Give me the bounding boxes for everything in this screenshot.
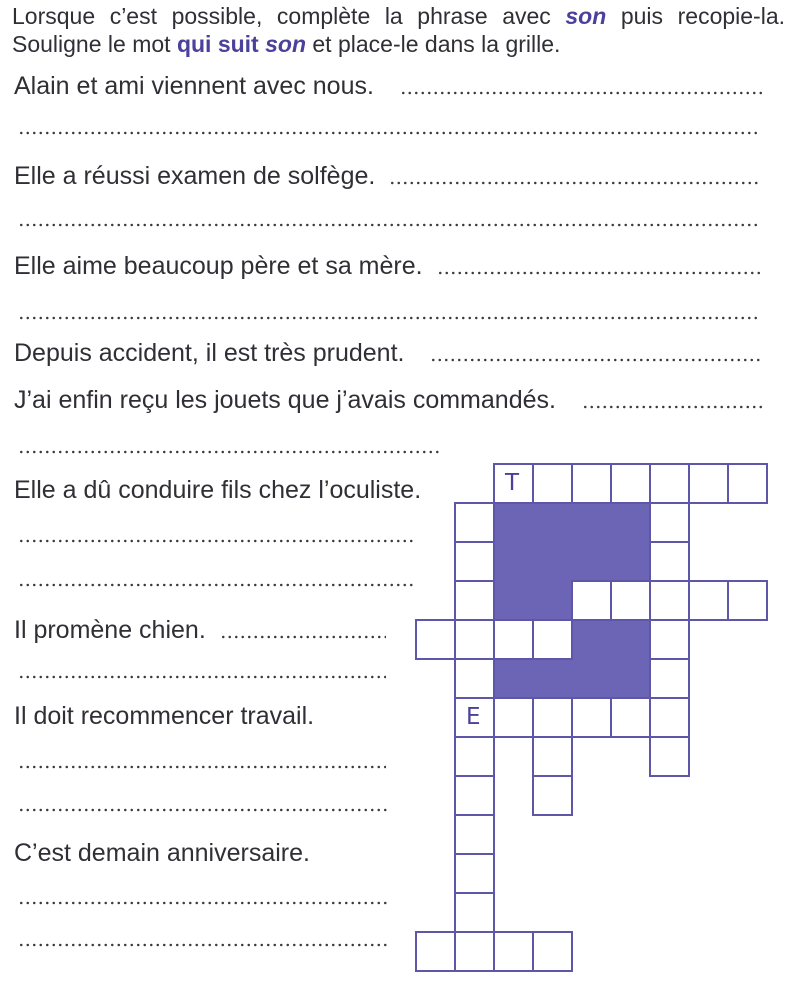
crossword-cell bbox=[571, 697, 612, 738]
instruction-text: puis recopie-la. bbox=[620, 3, 785, 29]
crossword-cell bbox=[454, 775, 495, 816]
crossword-cell bbox=[649, 541, 690, 582]
highlight-qui-suit: qui suit bbox=[176, 31, 259, 57]
crossword-shaded-cell bbox=[493, 541, 534, 582]
instruction-text: et place-le dans la grille. bbox=[312, 31, 561, 57]
crossword-cell bbox=[688, 463, 729, 504]
crossword-shaded-cell bbox=[532, 541, 573, 582]
crossword-cell bbox=[493, 619, 534, 660]
crossword-shaded-cell bbox=[610, 502, 651, 543]
crossword-cell bbox=[649, 658, 690, 699]
crossword-cell bbox=[649, 580, 690, 621]
crossword-shaded-cell bbox=[532, 502, 573, 543]
exercise-sentence: Il promène chien. bbox=[14, 616, 206, 644]
crossword-cell bbox=[454, 892, 495, 933]
crossword-cell bbox=[649, 736, 690, 777]
crossword-shaded-cell bbox=[571, 541, 612, 582]
crossword-shaded-cell bbox=[493, 580, 534, 621]
exercise-sentence: Elle a réussi examen de solfège. bbox=[14, 162, 376, 190]
crossword-cell bbox=[532, 736, 573, 777]
crossword-cell bbox=[610, 580, 651, 621]
crossword-cell bbox=[454, 853, 495, 894]
crossword-cell bbox=[415, 931, 456, 972]
exercise-sentence: Alain et ami viennent avec nous. bbox=[14, 72, 374, 100]
crossword-cell bbox=[610, 463, 651, 504]
crossword-shaded-cell bbox=[571, 658, 612, 699]
crossword-shaded-cell bbox=[532, 658, 573, 699]
crossword-cell bbox=[454, 658, 495, 699]
crossword-cell bbox=[454, 580, 495, 621]
crossword-shaded-cell bbox=[571, 619, 612, 660]
exercise-sentence: Elle a dû conduire fils chez l’oculiste. bbox=[14, 476, 422, 504]
instruction-text: Lorsque c’est possible, complète la phrase avec bbox=[12, 3, 551, 29]
crossword-shaded-cell bbox=[610, 619, 651, 660]
keyword-son: son bbox=[565, 3, 607, 29]
crossword-cell bbox=[688, 580, 729, 621]
crossword-cell bbox=[454, 814, 495, 855]
crossword-cell bbox=[532, 463, 573, 504]
exercise-sentence: C’est demain anniversaire. bbox=[14, 839, 310, 867]
crossword-shaded-cell bbox=[610, 541, 651, 582]
keyword-son: son bbox=[265, 31, 306, 57]
crossword-cell bbox=[571, 463, 612, 504]
crossword-cell bbox=[454, 736, 495, 777]
crossword-cell bbox=[727, 580, 768, 621]
crossword-cell bbox=[493, 697, 534, 738]
crossword-cell bbox=[454, 931, 495, 972]
crossword-given-letter: T bbox=[505, 470, 520, 496]
crossword-cell bbox=[454, 619, 495, 660]
crossword-cell bbox=[532, 619, 573, 660]
crossword-cell bbox=[610, 697, 651, 738]
crossword-shaded-cell bbox=[610, 658, 651, 699]
crossword-cell bbox=[649, 502, 690, 543]
crossword-cell bbox=[571, 580, 612, 621]
crossword-cell bbox=[454, 502, 495, 543]
exercise-sentence: Elle aime beaucoup père et sa mère. bbox=[14, 252, 423, 280]
crossword-cell bbox=[532, 775, 573, 816]
exercise-sentence: Il doit recommencer travail. bbox=[14, 702, 315, 730]
crossword-shaded-cell bbox=[532, 580, 573, 621]
crossword-shaded-cell bbox=[493, 658, 534, 699]
crossword-cell bbox=[649, 619, 690, 660]
crossword-cell bbox=[727, 463, 768, 504]
crossword-cell bbox=[454, 541, 495, 582]
exercise-sentence: Depuis accident, il est très prudent. bbox=[14, 339, 405, 367]
crossword-cell bbox=[649, 697, 690, 738]
instruction-text: Souligne le mot bbox=[12, 31, 171, 57]
exercise-sentence: J’ai enfin reçu les jouets que j’avais commandés. bbox=[14, 386, 556, 414]
crossword-shaded-cell bbox=[493, 502, 534, 543]
crossword-shaded-cell bbox=[571, 502, 612, 543]
crossword-given-letter: E bbox=[466, 704, 481, 730]
crossword-cell bbox=[532, 931, 573, 972]
crossword-cell bbox=[415, 619, 456, 660]
crossword-cell bbox=[649, 463, 690, 504]
crossword-cell bbox=[532, 697, 573, 738]
crossword-cell bbox=[493, 931, 534, 972]
